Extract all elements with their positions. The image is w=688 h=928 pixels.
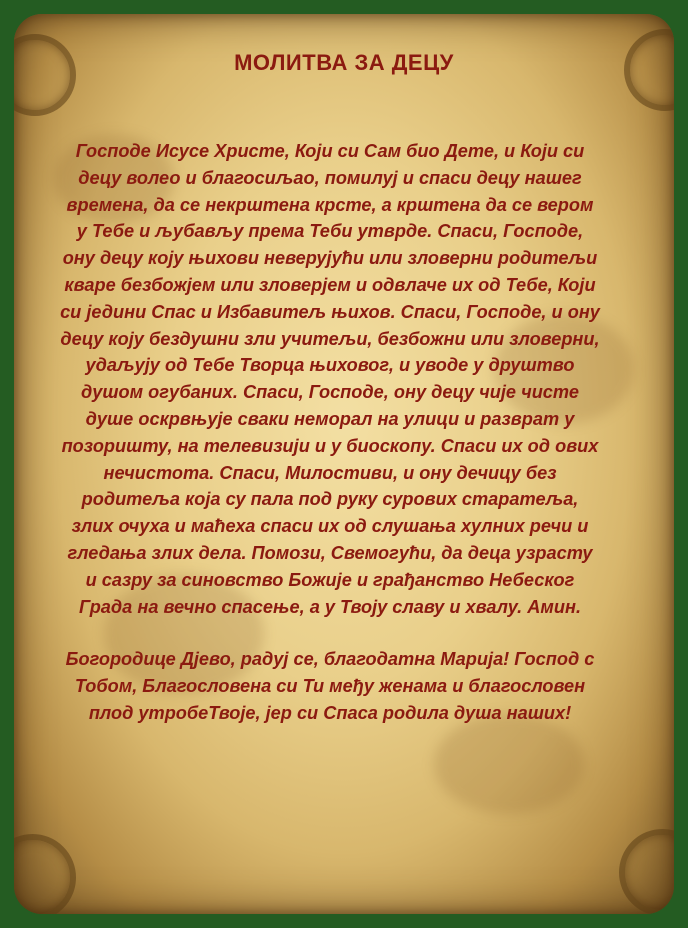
prayer-body: [60, 138, 600, 753]
prayer-paragraph: Богородице Дјево, радуј се, благодатна Марија! Господ с Тобом, Благословена си Ти међу женама и благословен плод утробеТвоје, јер си Спаса родила душа наших!: [65, 649, 595, 723]
prayer-paragraph: Господе Исусе Христе, Који си Сам био Дете, и Који си децу волео и благосиљао, помилуј и спаси децу нашег времена, да се некрштена крсте, а крштена да се вером у Тебе и љубављу према Теби утврде. Спаси, Господе, ону децу коју њихови неверујући или зловерни родитељи кваре безбожјем или зловерјем и одвлаче их од Тебе, Који си једини Спас и Избавитељ њихов. Спаси, Господе, и ону децу коју бездушни зли учитељи, безбожни или зловерни, удаљују од Тебе Творца њиховог, и уводе у друштво душом огубаних. Спаси, Господе, ону децу чије чисте душе оскрвњује сваки неморал на улици и разврат у позоришту, на телевизији и у биоскопу. Спаси их од ових нечистота. Спаси, Милостиви, и ону дечицу без родитеља која су пала под руку сурових старатеља, злих очуха и маћеха спаси их од слушања хулних речи и гледања злих дела. Помози, Свемогући, да деца узрасту и сазру за синовство Божије и грађанство Небеског Града на вечно спасење, а у Твоју славу и хвалу. Амин.: [60, 141, 600, 617]
scroll-curl-bottom-right: [619, 829, 674, 914]
prayer-title: МОЛИТВА ЗА ДЕЦУ: [234, 50, 454, 75]
scroll-curl-bottom-left: [14, 834, 76, 914]
